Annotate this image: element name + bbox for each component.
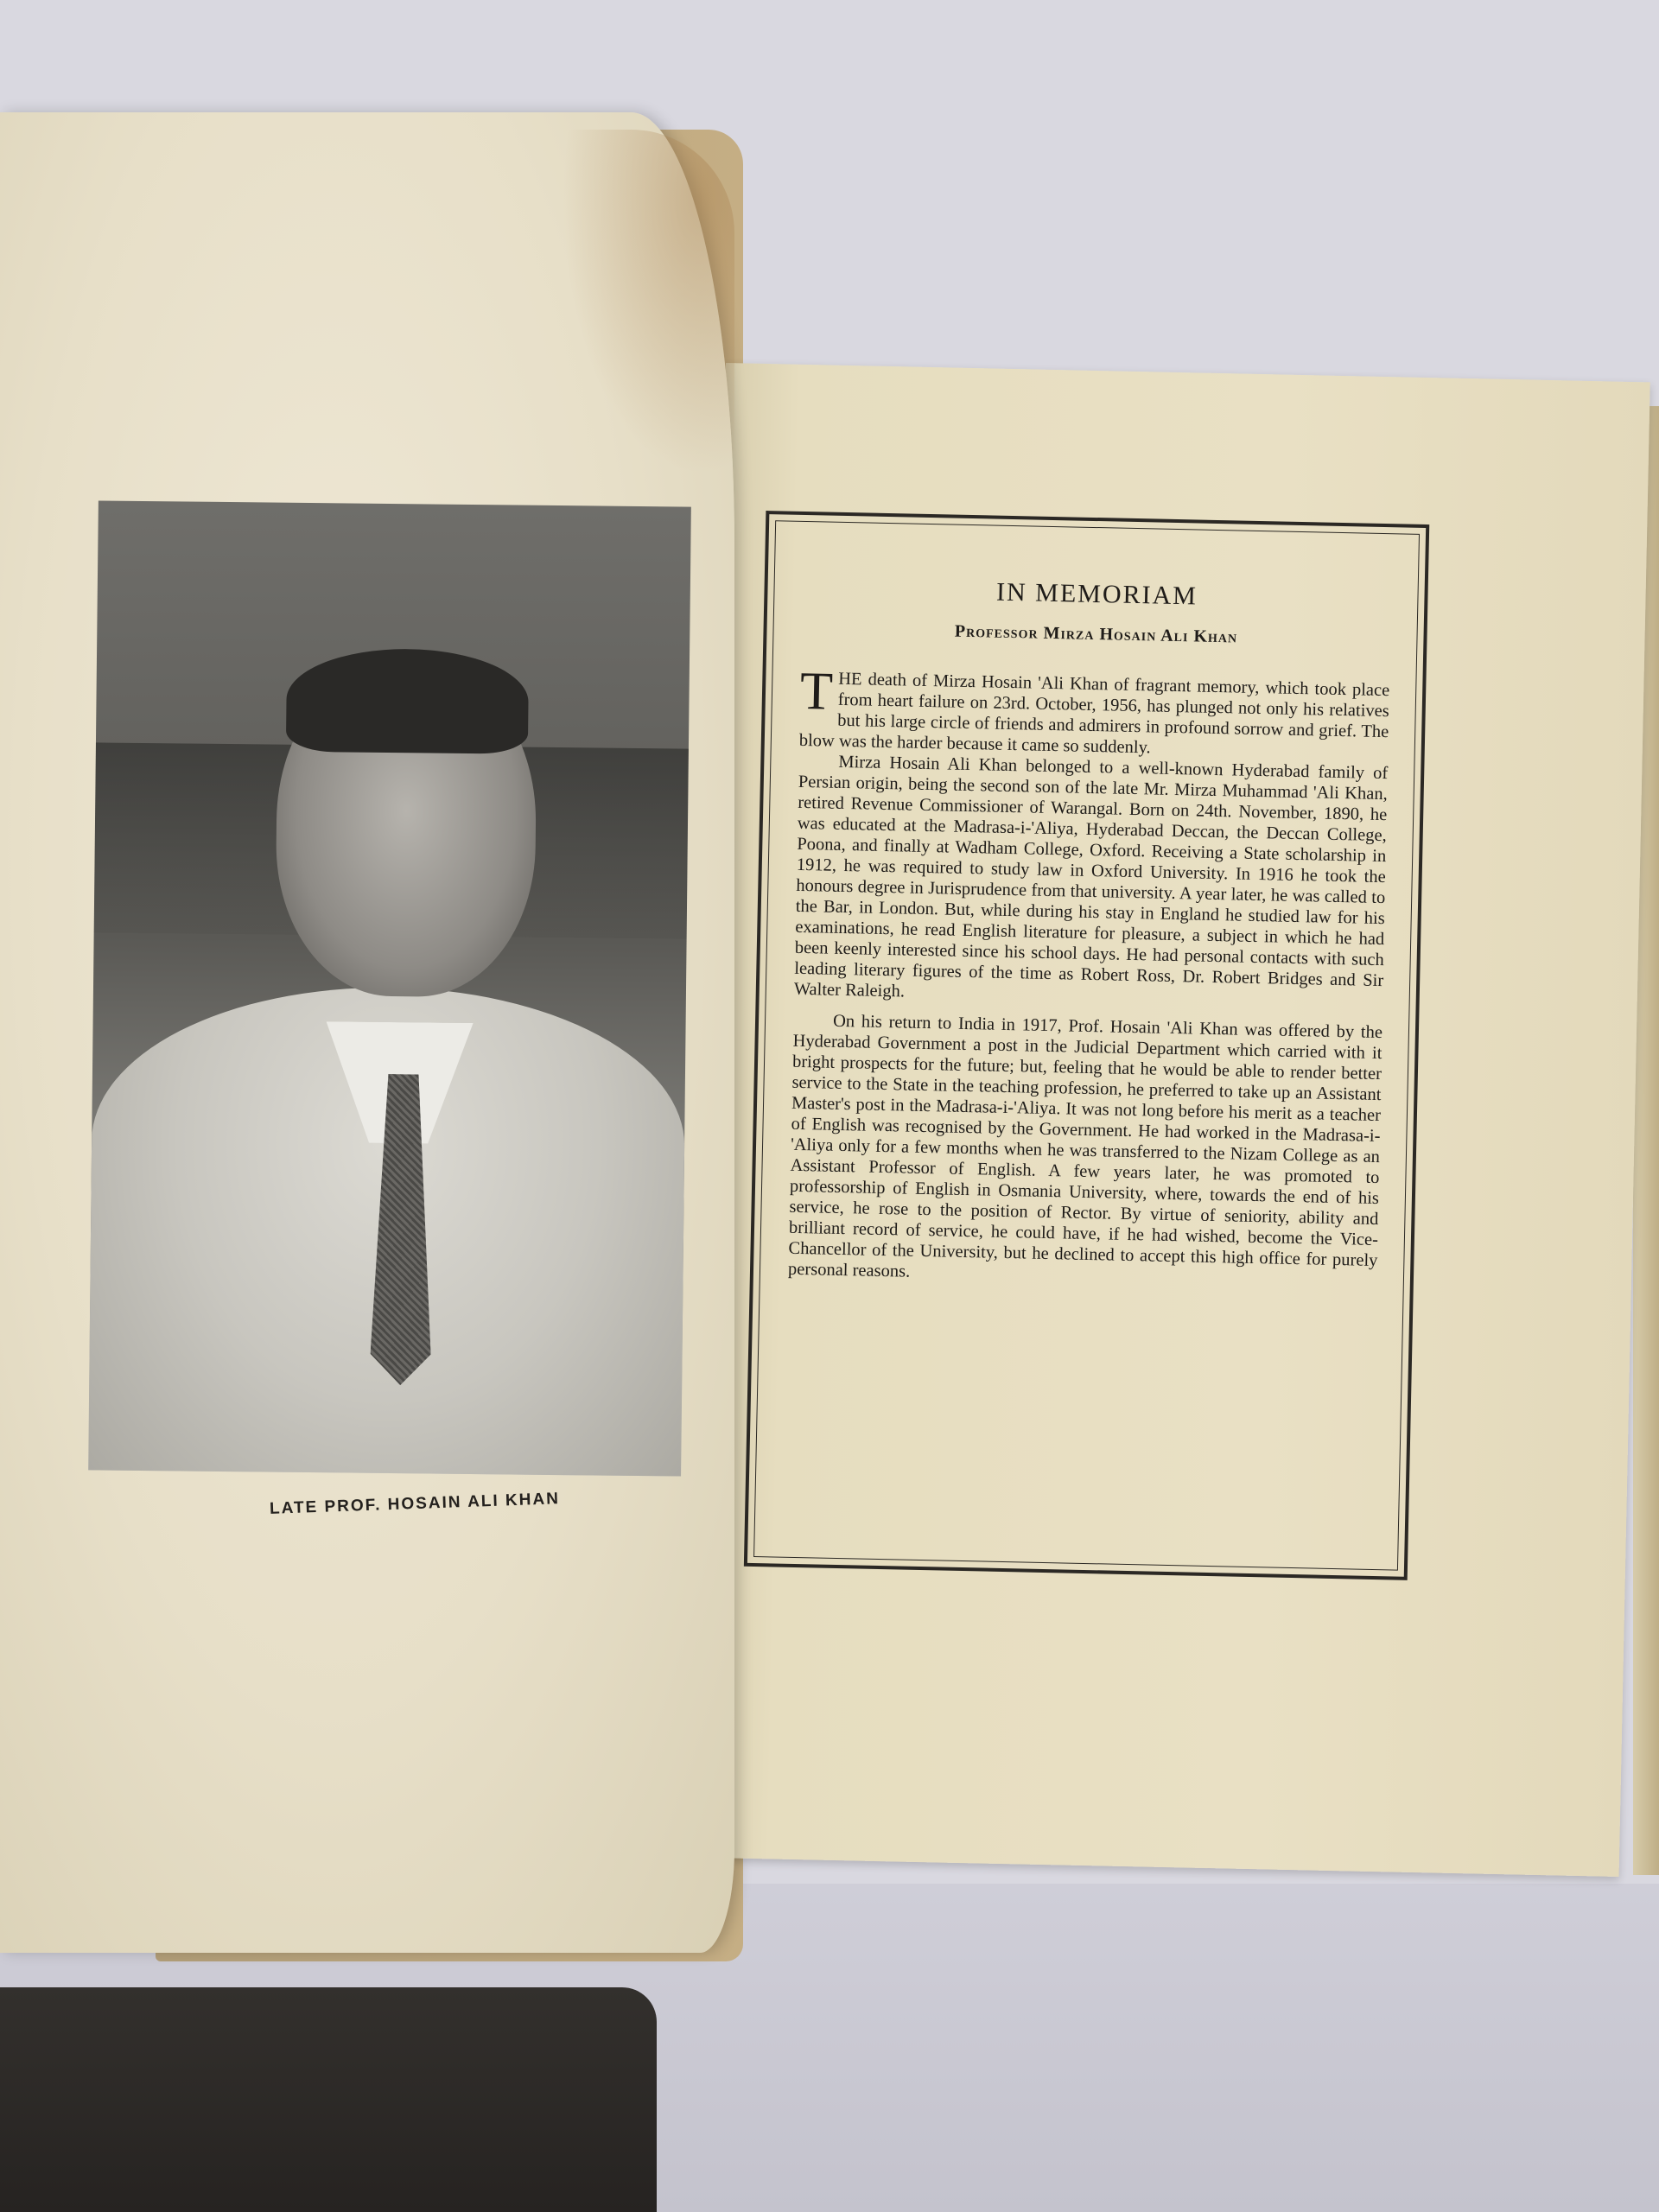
- book-cover-shadow: [0, 1987, 657, 2212]
- memoriam-title: IN MEMORIAM: [995, 577, 1198, 611]
- dropcap: T: [799, 661, 834, 721]
- photo-hair: [286, 648, 529, 754]
- memoriam-text: [787, 661, 1390, 1292]
- photo-caption: LATE PROF. HOSAIN ALI KHAN: [269, 1490, 561, 1518]
- memoriam-subtitle: Professor Mirza Hosain Ali Khan: [954, 621, 1238, 647]
- paragraph-2: Mirza Hosain Ali Khan belonged to a well-known Hyderabad family of Persian origin, being the second son of the late Mr. Mirza Muhammad 'Ali Khan, retired Revenue Commissioner of Warangal. Born on 24th. November, 1890, he was educated at the Madrasa-i-'Aliya, Hyderabad Deccan, the Deccan College, Poona, and finally at Wadham College, Oxford. Receiving a State scholarship in 1912, he was required to study law in Oxford University. In 1916 he took the honours degree in Jurisprudence from that university. A year later, he was called to the Bar, in London. But, while during his stay in England he studied law for his examinations, he read English literature for pleasure, a subject in which he had been keenly interested since his school days. He had personal contacts with such leading literary figures of the time as Robert Ross, Dr. Robert Bridges and Sir Walter Raleigh.: [793, 752, 1389, 1001]
- page-foxing: [562, 130, 734, 475]
- portrait-photo: [88, 500, 691, 1476]
- paragraph-1-text: HE death of Mirza Hosain 'Ali Khan of fragrant memory, which took place from heart failure on 23rd. October, 1956, has plunged not only his relatives but his large circle of friends and admirers in profound sorrow and grief. The blow was the harder because it came so suddenly.: [798, 669, 1390, 758]
- memoriam-box: [744, 511, 1429, 1580]
- paragraph-3: On his return to India in 1917, Prof. Hosain 'Ali Khan was offered by the Hyderabad Government a post in the Judicial Department which carried with it bright prospects for the future; but, feeling that he would be able to render better service to the State in the teaching profession, he preferred to take up an Assistant Master's post in the Madrasa-i-'Aliya. It was not long before his merit as a teacher of English was recognised by the Government. He had worked in the Madrasa-i-'Aliya only for a few months when he was transferred to the Nizam College as an Assistant Professor of English. A few years later, he was promoted to professorship of English in Osmania University, where, towards the end of his service, he rose to the position of Rector. By virtue of seniority, ability and brilliant record of service, he could have, if he had wished, become the Vice-Chancellor of the University, but he declined to accept this high office for purely personal reasons.: [787, 1011, 1383, 1281]
- right-page: [695, 363, 1650, 1877]
- paragraph-1: [798, 661, 1390, 763]
